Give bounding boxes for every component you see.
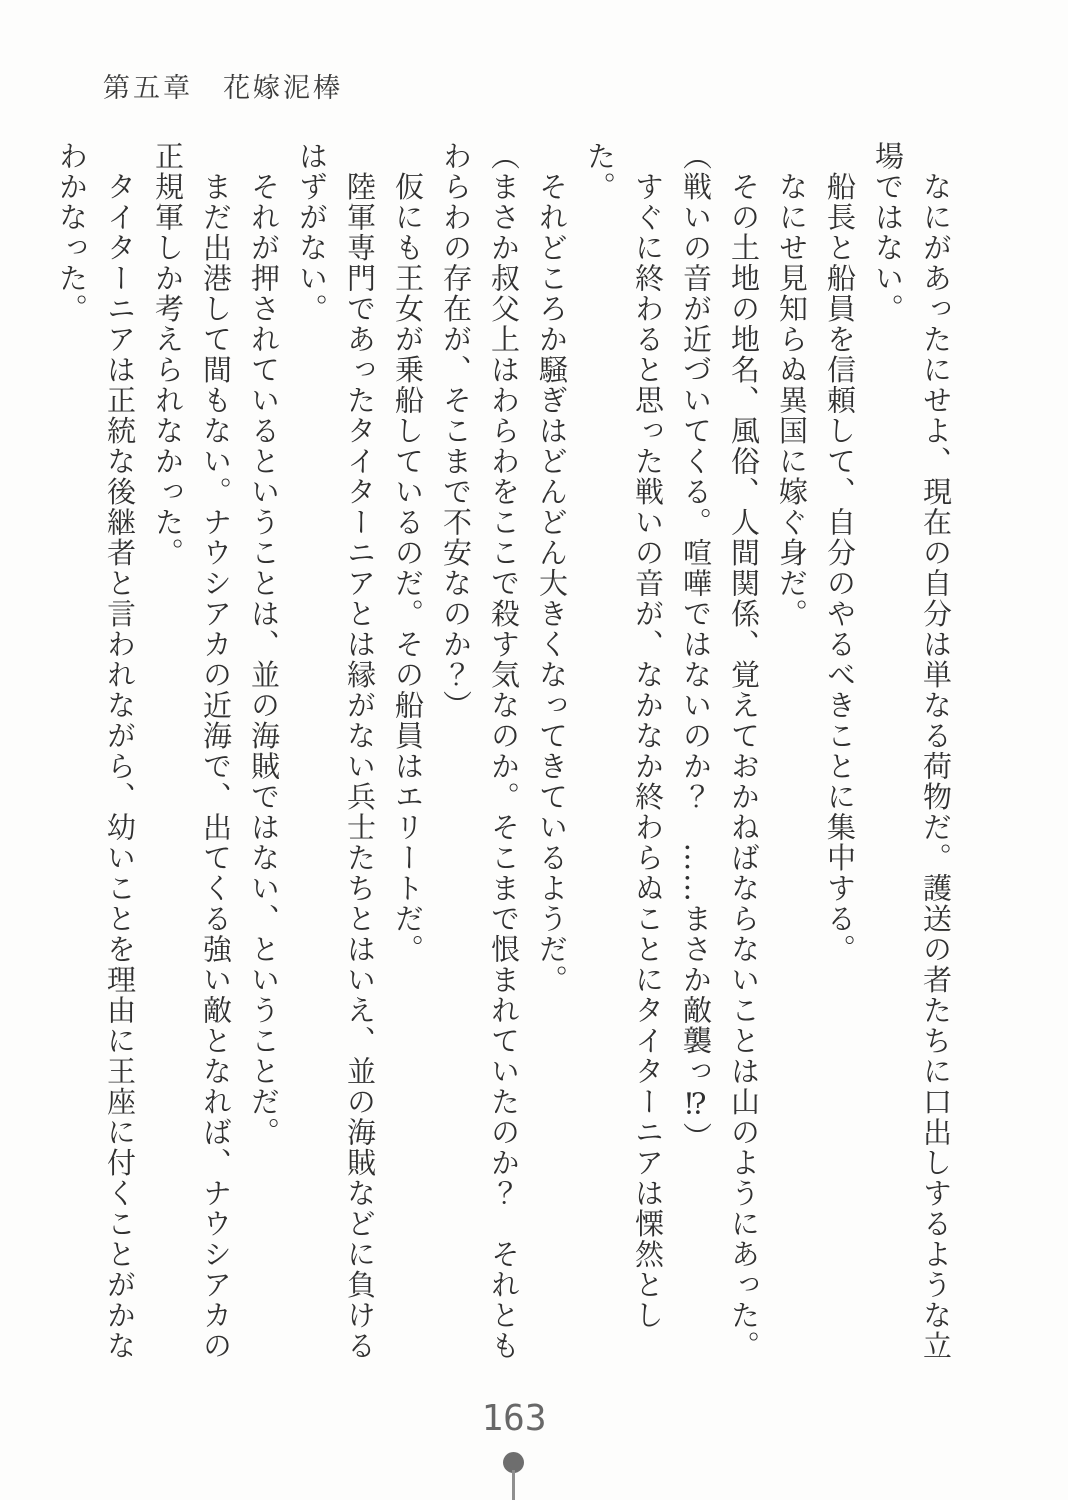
footer-stem-ornament (512, 1470, 515, 1500)
paragraph: その土地の地名、風俗、人間関係、覚えておかねばならないことは山のようにあった。 (727, 141, 761, 1361)
paragraph: （まさか叔父上はわらわをここで殺す気なのか。そこまで恨まれていたのか？ それともわらわの存在が、そこまで不安なのか？） (439, 141, 521, 1361)
paragraph: タイターニアは正統な後継者と言われながら、幼いことを理由に王座に付くことがかなわかなった。 (55, 141, 137, 1361)
paragraph: すぐに終わると思った戦いの音が、なかなか終わらぬことにタイターニアは慄然とした。 (583, 141, 665, 1331)
chapter-header: 第五章 花嫁泥棒 (103, 73, 343, 104)
paragraph: 陸軍専門であったタイターニアとは縁がない兵士たちとはいえ、並の海賊などに負けるはずがない。 (295, 141, 377, 1361)
paragraph: それが押されているということは、並の海賊ではない、ということだ。 (247, 141, 281, 1148)
paragraph: 仮にも王女が乗船しているのだ。その船員はエリートだ。 (391, 141, 425, 965)
page-number: 163 (481, 1398, 547, 1439)
paragraph: なにせ見知らぬ異国に嫁ぐ身だ。 (775, 141, 809, 629)
body-text (48, 141, 960, 1363)
paragraph: それどころか騒ぎはどんどん大きくなってきているようだ。 (535, 141, 569, 995)
paragraph: （戦いの音が近づいてくる。喧嘩ではないのか？ ……まさか敵襲っ⁉） (679, 141, 713, 1153)
paragraph: なにがあったにせよ、現在の自分は単なる荷物だ。護送の者たちに口出しするような立場ではない。 (871, 141, 953, 1361)
paragraph: まだ出港して間もない。ナウシアカの近海で、出てくる強い敵となれば、ナウシアカの正規軍しか考えられなかった。 (151, 141, 233, 1361)
paragraph: 船長と船員を信頼して、自分のやるべきことに集中する。 (823, 141, 857, 965)
